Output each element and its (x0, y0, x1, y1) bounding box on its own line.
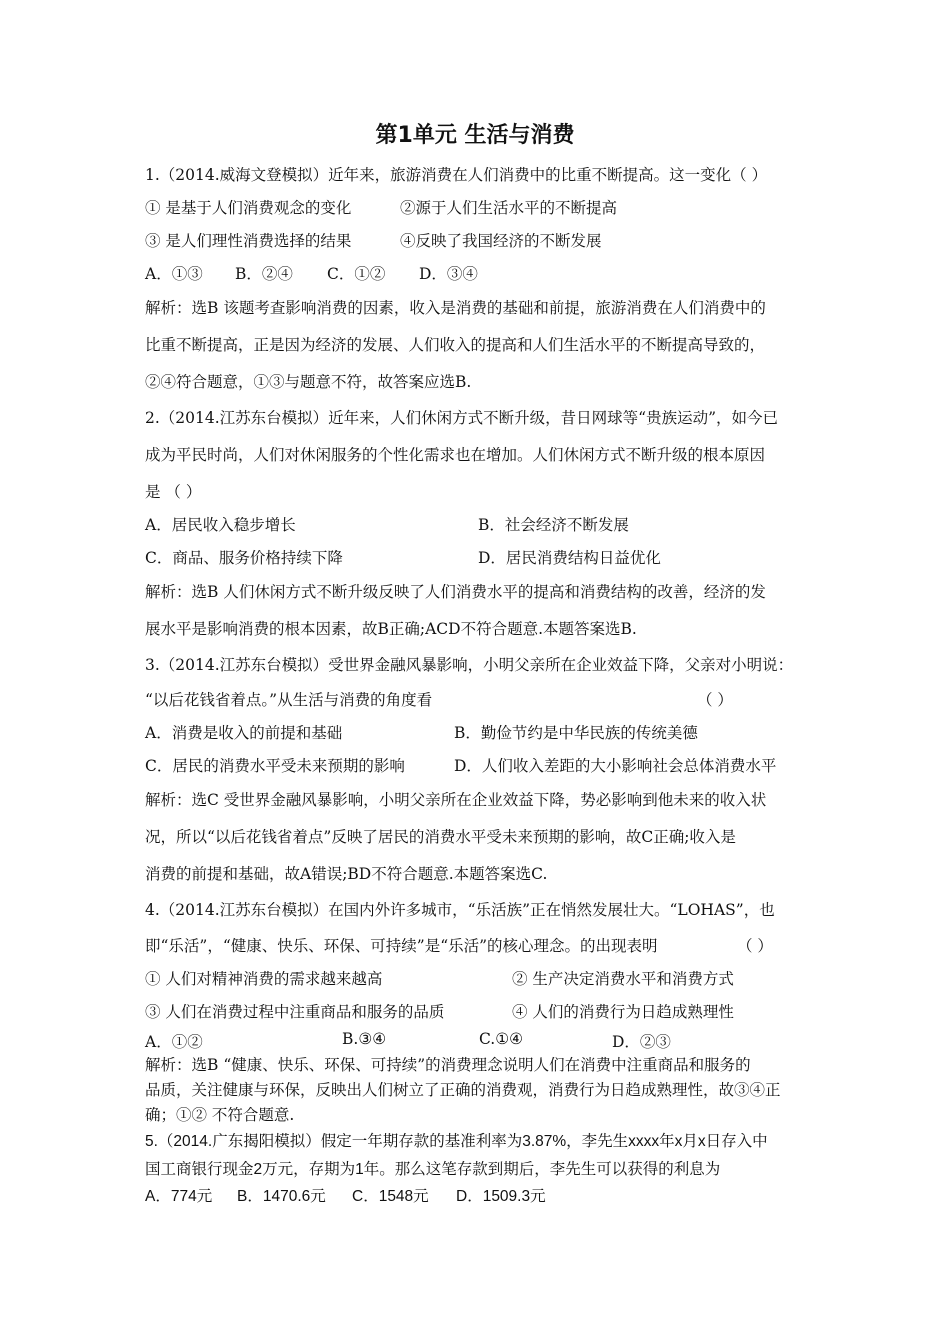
q3-analysis-line: 解析：选C 受世界金融风暴影响，小明父亲所在企业效益下降，势必影响到他未来的收入状 (145, 791, 767, 809)
q4-statement-4: ④ 人们的消费行为日趋成熟理性 (512, 1003, 734, 1021)
q4-option-b: B.③④ (342, 1030, 387, 1048)
q1-option-a: A．①③ (145, 265, 203, 283)
q2-options-row (145, 513, 629, 535)
q4-option-d: D．②③ (612, 1033, 671, 1051)
q4-option-c: C.①④ (479, 1030, 524, 1048)
q4-stem-row (145, 934, 773, 956)
page-title: 第1单元 生活与消费 (375, 123, 575, 148)
q1-statement-1: ① 是基于人们消费观念的变化 (145, 199, 352, 217)
q1-analysis-line: 比重不断提高，正是因为经济的发展、人们收入的提高和人们生活水平的不断提高导致的， (145, 336, 766, 354)
q2-option-d: D．居民消费结构日益优化 (478, 549, 661, 567)
q2-option-c: C．商品、服务价格持续下降 (145, 549, 343, 567)
q1-statement-row (145, 229, 602, 251)
q3-options-row (145, 721, 698, 743)
q1-option-d: D．③④ (419, 265, 478, 283)
q4-statement-3: ③ 人们在消费过程中注重商品和服务的品质 (145, 1003, 445, 1021)
q5-stem-line: 国工商银行现金2万元，存期为1年。那么这笔存款到期后，李先生可以获得的利息为 (145, 1161, 721, 1178)
q3-option-b: B．勤俭节约是中华民族的传统美德 (454, 724, 698, 742)
q4-analysis-line: 确；①② 不符合题意. (145, 1106, 295, 1124)
q4-statement-row (145, 1000, 734, 1022)
q5-option-a: A．774元 (145, 1188, 213, 1205)
q1-statement-row (145, 196, 618, 218)
q2-option-b: B．社会经济不断发展 (478, 516, 629, 534)
q1-analysis-line: ②④符合题意，①③与题意不符，故答案应选B. (145, 373, 472, 391)
q5-stem-line: 5.（2014.广东揭阳模拟）假定一年期存款的基准利率为3.87%，李先生xxxx年x月x日存入中 (145, 1133, 768, 1150)
q5-option-d: D．1509.3元 (456, 1188, 546, 1205)
q2-options-row (145, 546, 661, 568)
q4-statement-1: ① 人们对精神消费的需求越来越高 (145, 970, 383, 988)
q3-option-c: C．居民的消费水平受未来预期的影响 (145, 757, 405, 775)
q1-analysis-line: 解析：选B 该题考查影响消费的因素，收入是消费的基础和前提，旅游消费在人们消费中的 (145, 299, 766, 317)
q4-statement-2: ② 生产决定消费水平和消费方式 (512, 970, 734, 988)
q4-analysis-line: 解析：选B “健康、快乐、环保、可持续”的消费理念说明人们在消费中注重商品和服务的 (145, 1056, 751, 1074)
q3-stem-line: 3.（2014.江苏东台模拟）受世界金融风暴影响，小明父亲所在企业效益下降，父亲对小明说： (145, 656, 794, 674)
q3-answer-bracket: （ ） (697, 691, 733, 709)
q2-stem-line: 2.（2014.江苏东台模拟）近年来，人们休闲方式不断升级，昔日网球等“贵族运动”，如今已 (145, 409, 779, 427)
q2-stem-line: 是 （ ） (145, 483, 202, 501)
q1-statement-3: ③ 是人们理性消费选择的结果 (145, 232, 352, 250)
q2-analysis-line: 展水平是影响消费的根本因素，故B正确;ACD不符合题意.本题答案选B. (145, 620, 637, 638)
q1-stem: 1.（2014.威海文登模拟）近年来，旅游消费在人们消费中的比重不断提高。这一变化（ ） (145, 166, 768, 184)
q1-option-b: B．②④ (235, 265, 293, 283)
q2-stem-line: 成为平民时尚，人们对休闲服务的个性化需求也在增加。人们休闲方式不断升级的根本原因 (145, 446, 766, 464)
q1-statement-4: ④反映了我国经济的不断发展 (400, 232, 602, 250)
q1-option-c: C．①② (327, 265, 386, 283)
q3-analysis-line: 消费的前提和基础，故A错误;BD不符合题意.本题答案选C. (145, 865, 548, 883)
q4-options (145, 1030, 671, 1052)
q3-option-d: D．人们收入差距的大小影响社会总体消费水平 (454, 757, 777, 775)
q3-analysis-line: 况，所以“以后花钱省着点”反映了居民的消费水平受未来预期的影响，故C正确;收入是 (145, 828, 736, 846)
q5-option-c: C．1548元 (352, 1188, 429, 1205)
q5-options (145, 1184, 546, 1206)
q1-options (145, 262, 478, 284)
q4-option-a: A．①② (145, 1033, 203, 1051)
q3-option-a: A．消费是收入的前提和基础 (145, 724, 343, 742)
q1-statement-2: ②源于人们生活水平的不断提高 (400, 199, 618, 217)
q2-analysis-line: 解析：选B 人们休闲方式不断升级反映了人们消费水平的提高和消费结构的改善，经济的发 (145, 583, 766, 601)
q2-option-a: A．居民收入稳步增长 (145, 516, 296, 534)
q3-stem-row (145, 688, 733, 710)
q4-analysis-line: 品质，关注健康与环保，反映出人们树立了正确的消费观，消费行为日趋成熟理性，故③④正 (145, 1081, 781, 1099)
q3-stem-line: “以后花钱省着点。”从生活与消费的角度看 (145, 691, 433, 709)
q4-statement-row (145, 967, 734, 989)
q4-stem-line: 4.（2014.江苏东台模拟）在国内外许多城市，“乐活族”正在悄然发展壮大。“LOHAS”，也 (145, 901, 775, 919)
q3-options-row (145, 754, 777, 776)
q4-stem-line: 即“乐活”，“健康、快乐、环保、可持续”是“乐活”的核心理念。的出现表明 (145, 937, 658, 955)
q4-answer-bracket: （ ） (737, 937, 773, 955)
q5-option-b: B．1470.6元 (237, 1188, 326, 1205)
